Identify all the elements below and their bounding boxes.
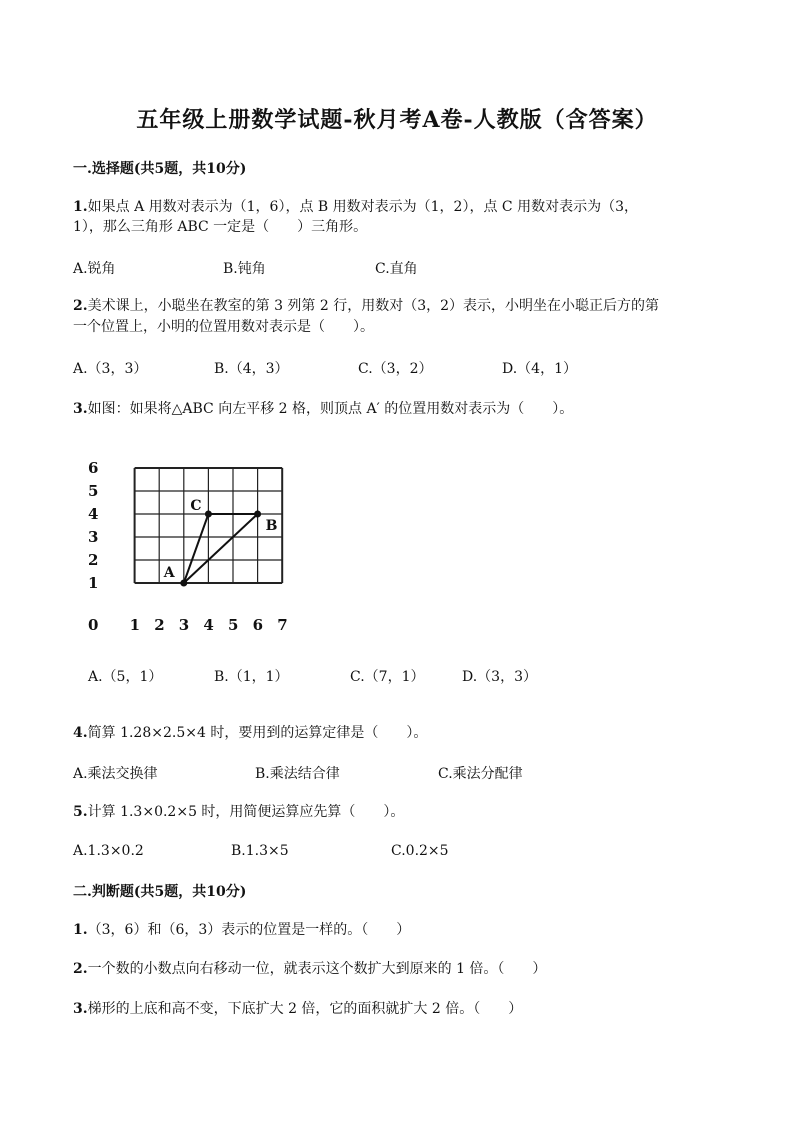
q2-option-d[interactable]: D.（4，1） <box>502 361 577 377</box>
question-text: 如图：如果将△ABC 向左平移 2 格，则顶点 A′ 的位置用数对表示为（ ）。 <box>87 401 574 417</box>
vertex-label: C <box>190 498 202 514</box>
section-heading-judgement: 二.判断题(共5题，共10分) <box>73 884 247 900</box>
question-1-line2: 1），那么三角形 ABC 一定是（ ）三角形。 <box>73 219 368 235</box>
q5-option-b[interactable]: B.1.3×5 <box>231 843 289 859</box>
question-5 <box>73 801 404 823</box>
q2-option-b[interactable]: B.（4，3） <box>214 361 289 377</box>
vertex-point <box>180 580 187 587</box>
x-axis-label: 7 <box>277 616 288 634</box>
question-number: 3. <box>73 1001 88 1017</box>
question-text: 简算 1.28×2.5×4 时，要用到的运算定律是（ ）。 <box>87 725 428 741</box>
x-axis-label: 1 <box>129 616 141 634</box>
question-number: 5. <box>73 804 88 820</box>
vertex-point <box>205 511 212 518</box>
q2-option-c[interactable]: C.（3，2） <box>358 361 433 377</box>
x-axis-label: 6 <box>252 616 264 634</box>
y-axis-label: 4 <box>88 505 99 523</box>
judgement-2 <box>73 958 546 980</box>
question-1 <box>73 196 638 218</box>
question-text: 一个数的小数点向右移动一位，就表示这个数扩大到原来的 1 倍。（ ） <box>87 961 547 977</box>
coordinate-grid-figure <box>80 462 290 637</box>
question-number: 4. <box>73 725 88 741</box>
grid-svg <box>80 462 290 637</box>
q3-option-a[interactable]: A.（5，1） <box>88 669 163 685</box>
q3-option-c[interactable]: C.（7，1） <box>350 669 425 685</box>
question-number: 2. <box>73 298 88 314</box>
y-axis-label: 2 <box>88 551 99 569</box>
q3-option-b[interactable]: B.（1，1） <box>214 669 289 685</box>
q3-option-d[interactable]: D.（3，3） <box>462 669 537 685</box>
question-number: 3. <box>73 401 88 417</box>
q2-option-a[interactable]: A.（3，3） <box>73 361 148 377</box>
q5-option-c[interactable]: C.0.2×5 <box>391 843 449 859</box>
q4-option-b[interactable]: B.乘法结合律 <box>255 766 340 782</box>
x-axis-label: 5 <box>228 616 239 634</box>
vertex-point <box>254 511 261 518</box>
triangle-edge <box>184 514 258 583</box>
question-number: 1. <box>73 199 88 215</box>
q5-option-a[interactable]: A.1.3×0.2 <box>73 843 144 859</box>
question-text: 如果点 A 用数对表示为（1，6），点 B 用数对表示为（1，2），点 C 用数对表示为（3， <box>87 199 638 215</box>
question-text: 美术课上，小聪坐在教室的第 3 列第 2 行，用数对（3，2）表示，小明坐在小聪正后方的第 <box>87 298 660 314</box>
question-text: （3，6）和（6，3）表示的位置是一样的。（ ） <box>87 922 411 938</box>
question-number: 2. <box>73 961 88 977</box>
vertex-label: A <box>163 565 175 581</box>
question-text: 梯形的上底和高不变，下底扩大 2 倍，它的面积就扩大 2 倍。（ ） <box>87 1001 523 1017</box>
y-axis-label: 5 <box>88 482 99 500</box>
question-2 <box>73 295 659 317</box>
q1-option-c[interactable]: C.直角 <box>375 261 418 277</box>
vertex-label: B <box>265 518 278 534</box>
x-axis-label: 2 <box>154 616 165 634</box>
question-4 <box>73 722 427 744</box>
q1-option-b[interactable]: B.钝角 <box>223 261 266 277</box>
judgement-1 <box>73 919 410 941</box>
x-axis-label: 0 <box>88 616 99 634</box>
x-axis-label: 3 <box>178 616 190 634</box>
q4-option-a[interactable]: A.乘法交换律 <box>73 766 158 782</box>
y-axis-label: 3 <box>88 528 99 546</box>
page-title: 五年级上册数学试题-秋月考A卷-人教版（含答案） <box>136 107 658 133</box>
y-axis-label: 6 <box>88 462 99 477</box>
question-number: 1. <box>73 922 88 938</box>
judgement-3 <box>73 998 522 1020</box>
q4-option-c[interactable]: C.乘法分配律 <box>438 766 523 782</box>
q1-option-a[interactable]: A.锐角 <box>73 261 116 277</box>
question-3 <box>73 398 573 420</box>
x-axis-label: 4 <box>203 616 214 634</box>
section-heading-choice: 一.选择题(共5题，共10分) <box>73 161 247 177</box>
question-text: 计算 1.3×0.2×5 时，用简便运算应先算（ ）。 <box>87 804 405 820</box>
y-axis-label: 1 <box>88 574 99 592</box>
question-2-line2: 一个位置上，小明的位置用数对表示是（ ）。 <box>73 319 374 335</box>
